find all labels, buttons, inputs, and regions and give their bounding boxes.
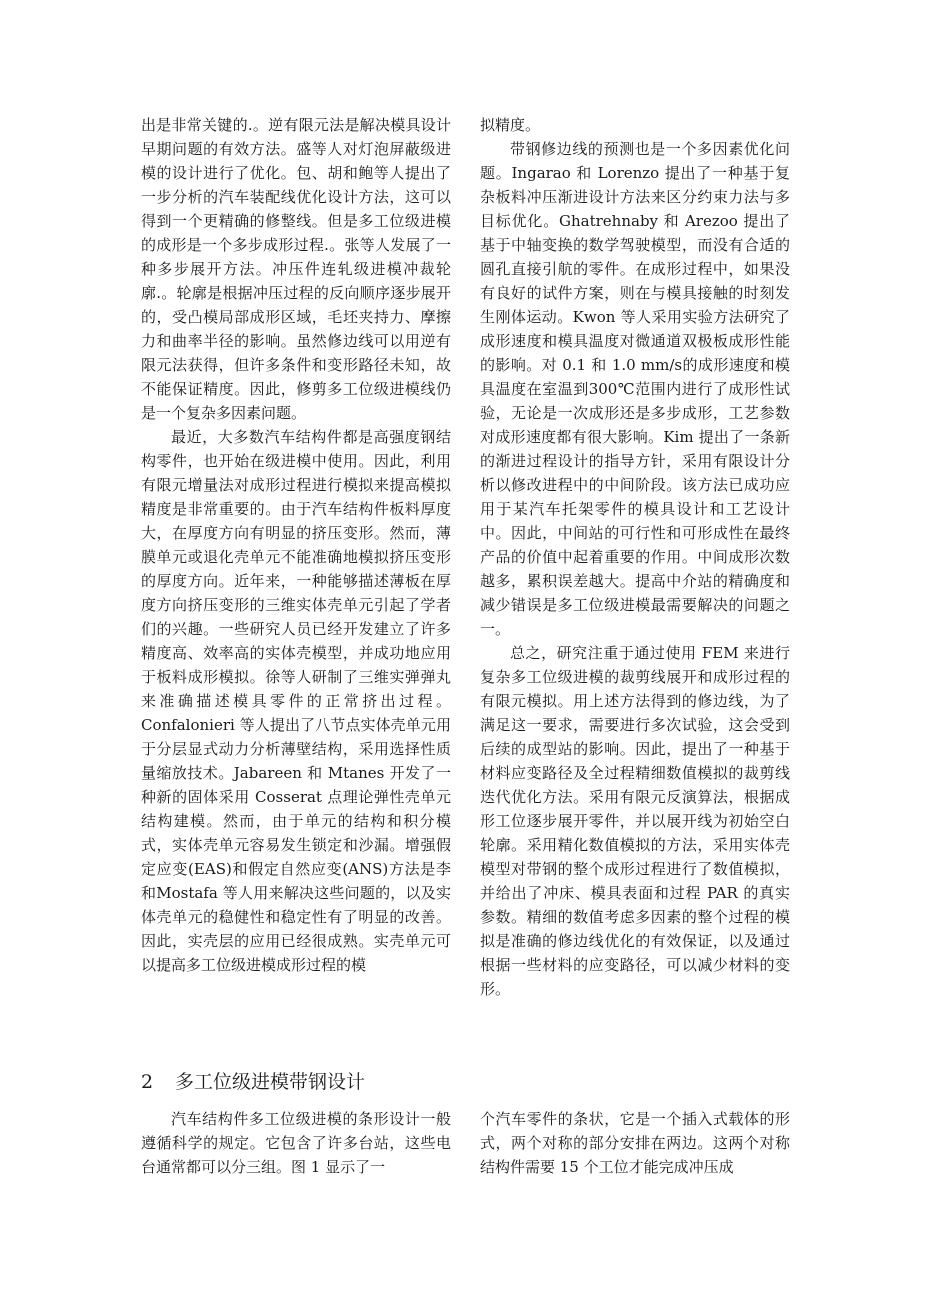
paragraph: 拟精度。 <box>480 116 541 134</box>
left-column-top <box>141 113 451 977</box>
paragraph: 总之，研究注重于通过使用 FEM 来进行复杂多工位级进模的裁剪线展开和成形过程的有限元模拟。用上述方法得到的修边线，为了满足这一要求，需要进行多次试验，这会受到后续的成型站的影响。因此，提出了一种基于材料应变路径及全过程精细数值模拟的裁剪线迭代优化方法。采用有限元反演算法，根据成形工位逐步展开零件，并以展开线为初始空白轮廓。采用精化数值模拟的方法，采用实体壳模型对带钢的整个成形过程进行了数值模拟，并给出了冲床、模具表面和过程 PAR 的真实参数。精细的数值考虑多因素的整个过程的模拟是准确的修边线优化的有效保证，以及通过根据一些材料的应变路径，可以减少材料的变形。 <box>480 644 790 998</box>
section-title: 多工位级进模带钢设计 <box>175 1071 366 1093</box>
paragraph: 出是非常关键的.。逆有限元法是解决模具设计早期问题的有效方法。盛等人对灯泡屏蔽级进模的设计进行了优化。包、胡和鲍等人提出了一步分析的汽车装配线优化设计方法，这可以得到一个更精确的修整线。但是多工位级进模的成形是一个多步成形过程.。张等人发展了一种多步展开方法。冲压件连轧级进模冲裁轮廓.。轮廓是根据冲压过程的反向顺序逐步展开的，受凸模局部成形区域，毛坯夹持力、摩擦力和曲率半径的影响。虽然修边线可以用逆有限元法获得，但许多条件和变形路径未知，故不能保证精度。因此，修剪多工位级进模线仍是一个复杂多因素问题。 <box>141 116 451 422</box>
paragraph: 最近，大多数汽车结构件都是高强度钢结构零件，也开始在级进模中使用。因此，利用有限元增量法对成形过程进行模拟来提高模拟精度是非常重要的。由于汽车结构件板料厚度大，在厚度方向有明显的挤压变形。然而，薄膜单元或退化壳单元不能准确地模拟挤压变形的厚度方向。近年来，一种能够描述薄板在厚度方向挤压变形的三维实体壳单元引起了学者们的兴趣。一些研究人员已经开发建立了许多精度高、效率高的实体壳模型，并成功地应用于板料成形模拟。徐等人研制了三维实弹弹丸来准确描述模具零件的正常挤出过程。Confalonieri 等人提出了八节点实体壳单元用于分层显式动力分析薄壁结构，采用选择性质量缩放技术。Jabareen 和 Mtanes 开发了一种新的固体采用 Cosserat 点理论弹性壳单元结构建模。然而，由于单元的结构和积分模式，实体壳单元容易发生锁定和沙漏。增强假定应变(EAS)和假定自然应变(ANS)方法是李和Mostafa 等人用来解决这些问题的，以及实体壳单元的稳健性和稳定性有了明显的改善。因此，实壳层的应用已经很成熟。实壳单元可以提高多工位级进模成形过程的模 <box>141 428 451 974</box>
section-heading <box>141 1068 365 1096</box>
right-column-bottom <box>480 1107 790 1179</box>
paragraph: 个汽车零件的条状，它是一个插入式载体的形式，两个对称的部分安排在两边。这两个对称结构件需要 15 个工位才能完成冲压成 <box>480 1110 790 1176</box>
paragraph: 带钢修边线的预测也是一个多因素优化问题。Ingarao 和 Lorenzo 提出了一种基于复杂板料冲压渐进设计方法来区分约束力法与多目标优化。Ghatrehnaby 和 Arezoo 提出了基于中轴变换的数学驾驶模型，而没有合适的圆孔直接引航的零件。在成形过程中，如果没有良好的试件方案，则在与模具接触的时刻发生刚体运动。Kwon 等人采用实验方法研究了成形速度和模具温度对微通道双极板成形性能的影响。对 0.1 和 1.0 mm/s的成形速度和模具温度在室温到300℃范围内进行了成形性试验，无论是一次成形还是多步成形，工艺参数对成形速度都有很大影响。Kim 提出了一条新的渐进过程设计的指导方针，采用有限设计分析以修改进程中的中间阶段。该方法已成功应用于某汽车托架零件的模具设计和工艺设计中。因此，中间站的可行性和可形成性在最终产品的价值中起着重要的作用。中间成形次数越多，累积误差越大。提高中介站的精确度和减少错误是多工位级进模最需要解决的问题之一。 <box>480 140 790 638</box>
paragraph: 汽车结构件多工位级进模的条形设计一般遵循科学的规定。它包含了许多台站，这些电台通常都可以分三组。图 1 显示了一 <box>141 1110 451 1176</box>
section-number: 2 <box>141 1071 154 1093</box>
left-column-bottom <box>141 1107 451 1179</box>
right-column-top <box>480 113 790 1001</box>
